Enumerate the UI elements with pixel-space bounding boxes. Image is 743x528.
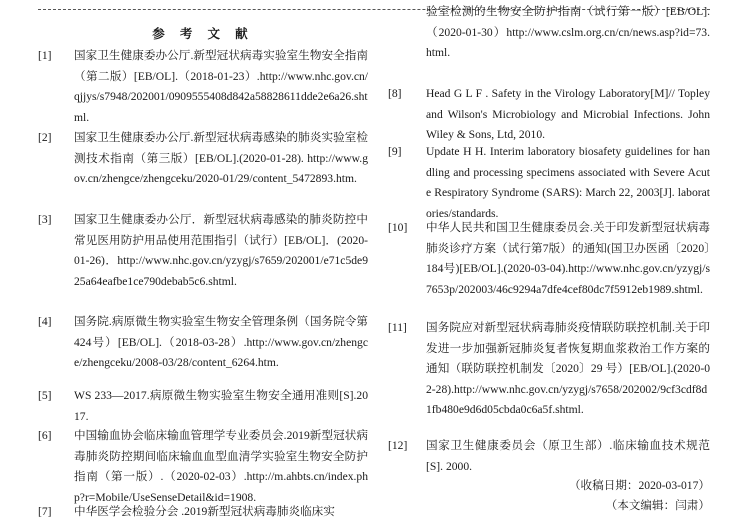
- reference-number: [9]: [388, 145, 402, 158]
- reference-item: [38, 46, 368, 128]
- reference-number: [11]: [388, 321, 407, 334]
- reference-text: 国务院.病原微生物实验室生物安全管理条例（国务院令第424号）[EB/OL].（2018-03-28）.http://www.gov.cn/zhengce/zhengceku/2008-03/28/content_6264.htm.: [74, 315, 368, 370]
- reference-item: [388, 84, 710, 146]
- reference-text: Update H H. Interim laboratory biosafety guidelines for handling and processing specimens associated with Severe Acute Respiratory Syndrome (SARS): March 22, 2003[J]. laboratories/standards.: [426, 145, 710, 220]
- received-date: （收稿日期：2020-03-017）: [568, 479, 710, 492]
- reference-item: [38, 386, 368, 427]
- reference-item: [388, 436, 710, 477]
- reference-item: [38, 128, 368, 190]
- reference-text: WS 233—2017.病原微生物实验室生物安全通用准则[S].2017.: [74, 389, 368, 423]
- reference-item: [388, 218, 710, 300]
- references-heading: 参 考 文 献: [152, 27, 254, 41]
- reference-item: [388, 318, 710, 421]
- reference-number: [4]: [38, 315, 52, 328]
- reference-number: [5]: [38, 389, 52, 402]
- reference-number: [8]: [388, 87, 402, 100]
- reference-text: 国家卫生健康委员会（原卫生部）.临床输血技术规范[S]. 2000.: [426, 439, 710, 473]
- reference-text: Head G L F . Safety in the Virology Laboratory[M]// Topley and Wilson's Microbiology and Microbial Infections. John Wiley & Sons, Ltd, 2010.: [426, 87, 710, 142]
- reference-text-part1: 中华医学会检验分会 .2019新型冠状病毒肺炎临床实: [74, 505, 335, 518]
- reference-number: [7]: [38, 505, 52, 518]
- reference-item: [38, 210, 368, 292]
- reference-text-part2: 验室检测的生物安全防护指南（试行第一版）[EB/OL].（2020-01-30）http://www.cslm.org.cn/cn/news.asp?id=73.html.: [426, 5, 710, 60]
- reference-item: [38, 312, 368, 374]
- editor-note: （本文编辑：闫肃）: [605, 499, 710, 512]
- reference-text: 中华人民共和国卫生健康委员会.关于印发新型冠状病毒肺炎诊疗方案（试行第7版）的通知(国卫办医函〔2020〕184号)[EB/OL].(2020-03-04).http://www.nhc.gov.cn/yzygj/s7653p/202003/46c9294a7dfe4cef80dc7f5912eb1989.shtml.: [426, 221, 710, 296]
- reference-item: [38, 426, 368, 508]
- reference-text: 国家卫生健康委办公厅．新型冠状病毒感染的肺炎防控中常见医用防护用品使用范围指引（试行）[EB/OL]．(2020-01-26)．http://www.nhc.gov.cn/yzygj/s7659/202001/e71c5de925a64eafbe1ce790debab5c6.shtml.: [74, 213, 368, 288]
- reference-item: [388, 142, 710, 224]
- reference-number: [6]: [38, 429, 52, 442]
- reference-text: 国家卫生健康委办公厅.新型冠状病毒实验室生物安全指南（第二版）[EB/OL].（2018-01-23）.http://www.nhc.gov.cn/qjjys/s7948/202001/0909555408d842a58828611dde2e6a26.shtml.: [74, 49, 368, 124]
- reference-number: [1]: [38, 49, 52, 62]
- reference-number: [2]: [38, 131, 52, 144]
- reference-text: 中国输血协会临床输血管理学专业委员会.2019新型冠状病毒肺炎防控期间临床输血血型血清学实验室生物安全防护指南（第一版）.（2020-02-03）.http://m.ahbts.cn/index.php?r=Mobile/UseSenseDetail&id=1908.: [74, 429, 368, 504]
- reference-text: 国务院应对新型冠状病毒肺炎疫情联防联控机制.关于印发进一步加强新冠肺炎复者恢复期血浆救治工作方案的通知（联防联控机制发〔2020〕29 号）[EB/OL].(2020-02-28).http://www.nhc.gov.cn/yzygj/s7658/202002/9cf3cdf8d1fb480e9d6d05cbda0c6a5f.shtml.: [426, 321, 710, 417]
- reference-number: [3]: [38, 213, 52, 226]
- reference-item-continues: [38, 502, 368, 528]
- reference-number: [10]: [388, 221, 408, 234]
- reference-text: 国家卫生健康委办公厅.新型冠状病毒感染的肺炎实验室检测技术指南（第三版）[EB/OL].(2020-01-28). http://www.gov.cn/zhengce/zhengceku/2020-01/29/content_5472893.htm.: [74, 131, 368, 186]
- reference-number: [12]: [388, 439, 408, 452]
- reference-continuation: [388, 2, 710, 64]
